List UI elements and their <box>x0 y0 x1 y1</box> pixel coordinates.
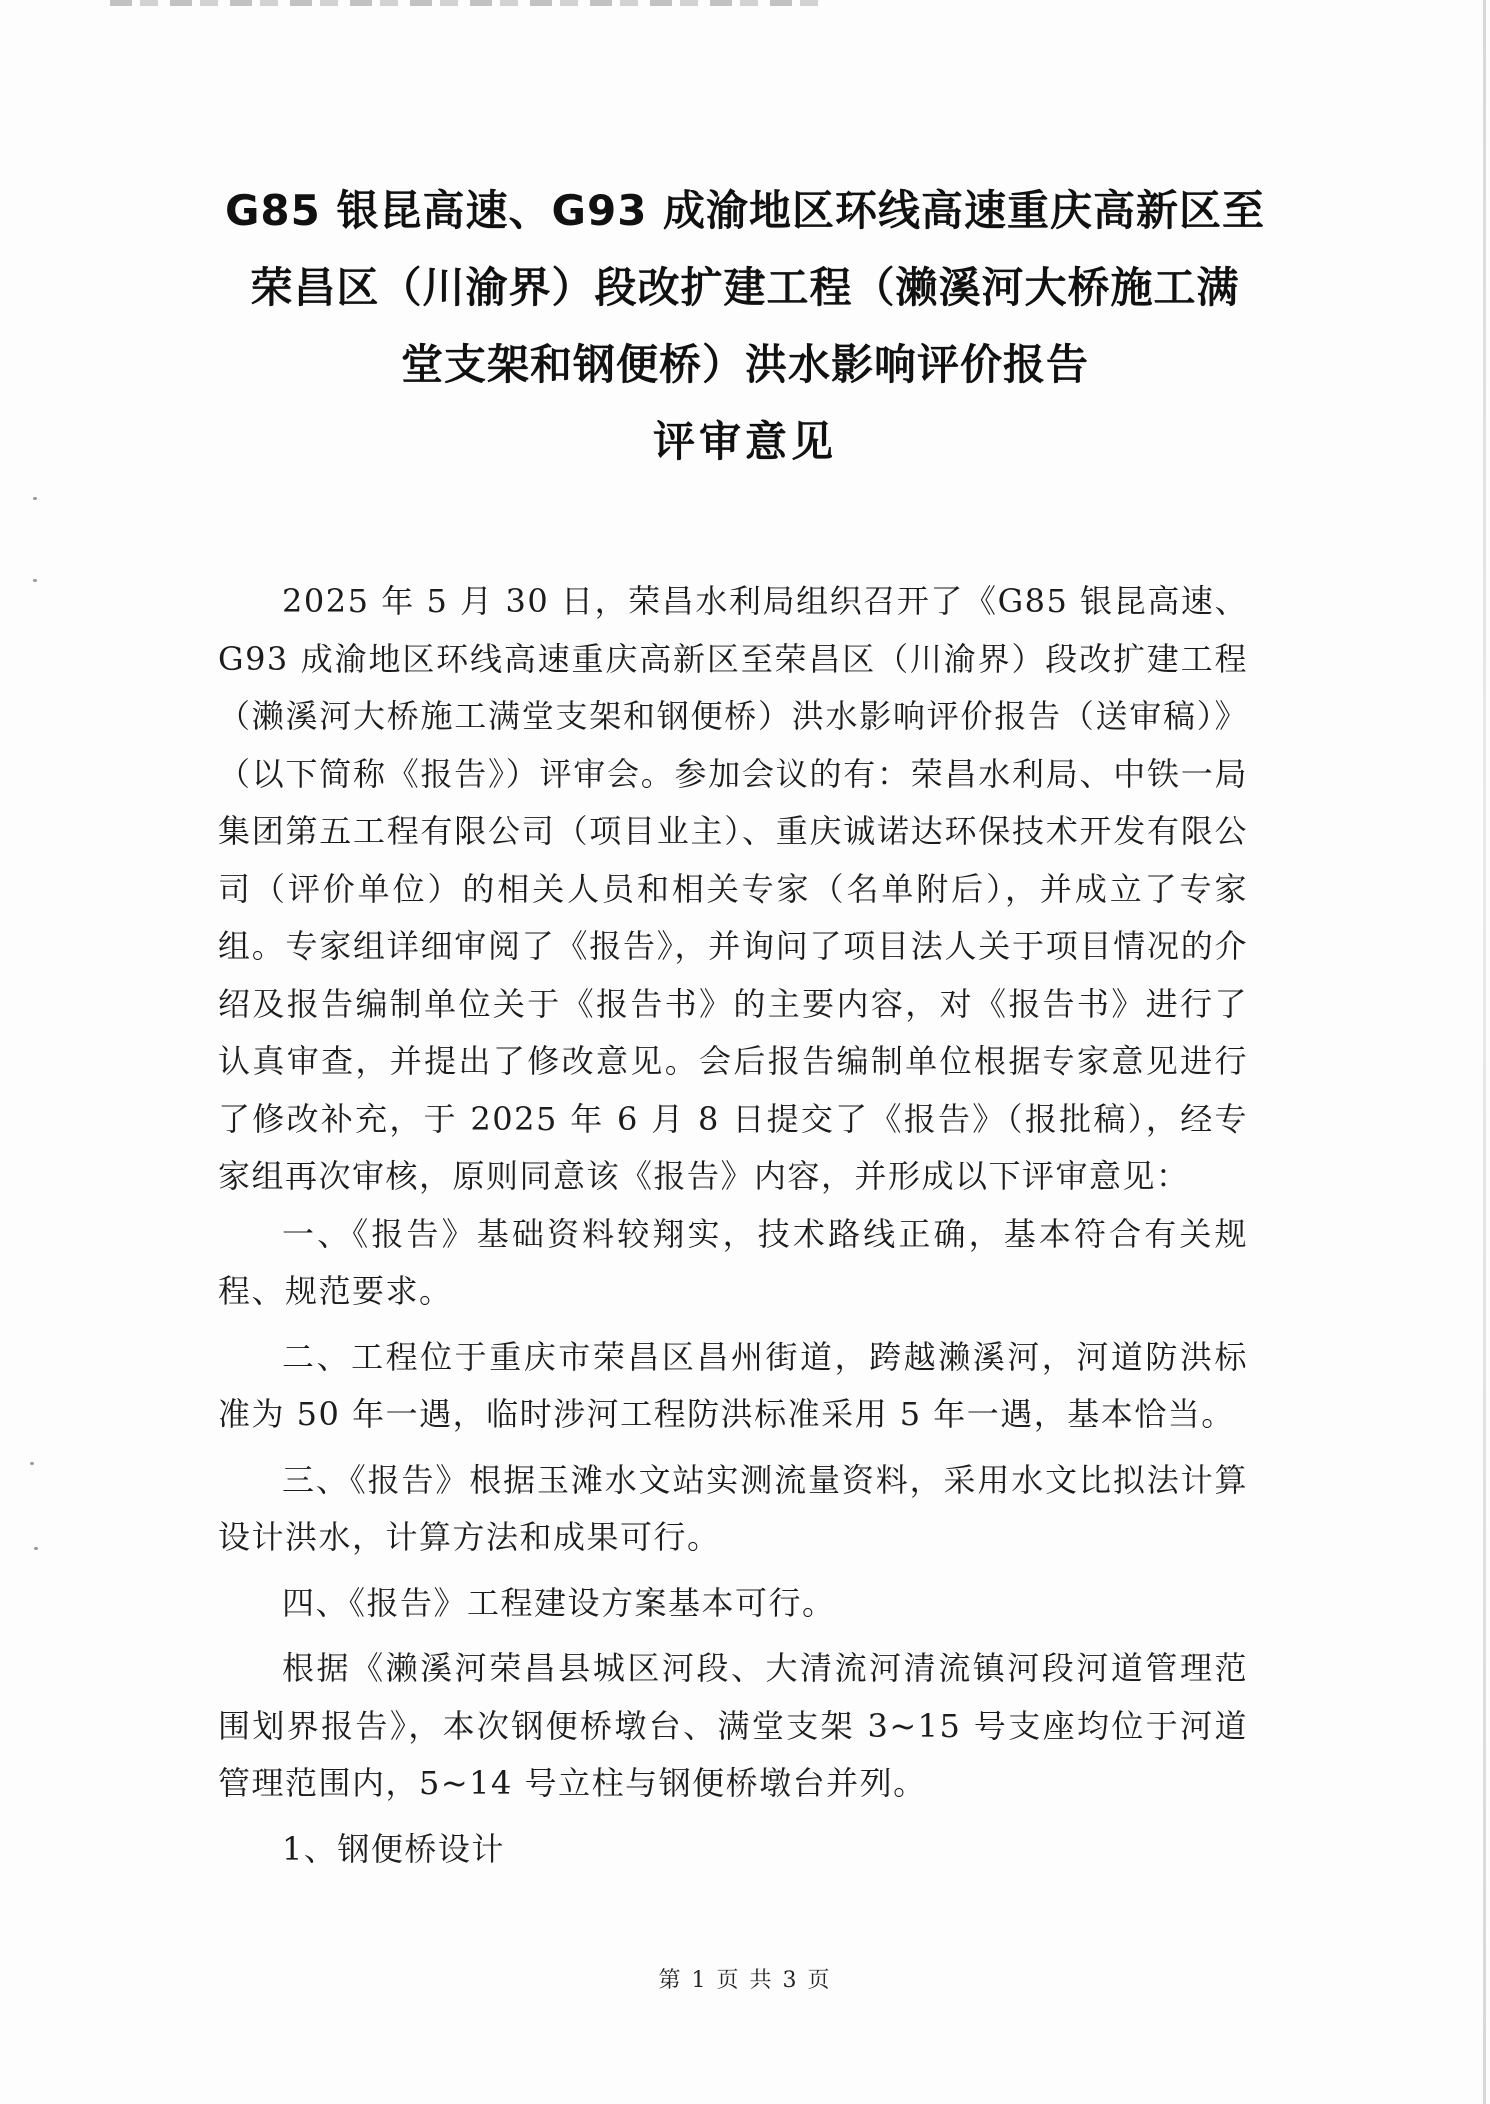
paragraph-opinion-2: 二、工程位于重庆市荣昌区昌州街道，跨越濑溪河，河道防洪标准为 50 年一遇，临时涉河工程防洪标准采用 5 年一遇，基本恰当。 <box>218 1337 1248 1433</box>
paragraph-opinion-3: 三、《报告》根据玉滩水文站实测流量资料，采用水文比拟法计算设计洪水，计算方法和成果可行。 <box>218 1460 1248 1556</box>
document-header <box>200 172 1290 480</box>
section-heading-bridge-design: 1、钢便桥设计 <box>282 1829 505 1868</box>
document-body <box>218 573 1248 1878</box>
scan-artifact-top <box>110 0 830 6</box>
document-title-line-2: 荣昌区（川渝界）段改扩建工程（濑溪河大桥施工满 <box>250 263 1240 312</box>
document-title-line-3: 堂支架和钢便桥）洪水影响评价报告 <box>400 340 1089 389</box>
scan-speck <box>34 1547 38 1550</box>
scan-speck <box>33 497 37 500</box>
document-subtitle: 评审意见 <box>652 417 837 466</box>
scan-speck <box>30 1462 34 1465</box>
page-number-footer: 第 1 页 共 3 页 <box>658 1968 832 1993</box>
scan-speck <box>33 579 37 582</box>
paragraph-opinion-1: 一、《报告》基础资料较翔实，技术路线正确，基本符合有关规程、规范要求。 <box>218 1214 1248 1310</box>
document-title-line-1: G85 银昆高速、G93 成渝地区环线高速重庆高新区至 <box>224 186 1266 235</box>
paragraph-opinion-4: 四、《报告》工程建设方案基本可行。 <box>282 1583 836 1622</box>
paragraph-intro: 2025 年 5 月 30 日，荣昌水利局组织召开了《G85 银昆高速、G93 成渝地区环线高速重庆高新区至荣昌区（川渝界）段改扩建工程（濑溪河大桥施工满堂支架和钢便桥）洪水影响评价报告（送审稿）》（以下简称《报告》）评审会。参加会议的有：荣昌水利局、中铁一局集团第五工程有限公司（项目业主）、重庆诚诺达环保技术开发有限公司（评价单位）的相关人员和相关专家（名单附后），并成立了专家组。专家组详细审阅了《报告》，并询问了项目法人关于项目情况的介绍及报告编制单位关于《报告书》的主要内容，对《报告书》进行了认真审查，并提出了修改意见。会后报告编制单位根据专家意见进行了修改补充，于 2025 年 6 月 8 日提交了《报告》（报批稿），经专家组再次审核，原则同意该《报告》内容，并形成以下评审意见： <box>218 582 1248 1195</box>
scan-artifact-right <box>1483 0 1486 2104</box>
paragraph-boundary-basis: 根据《濑溪河荣昌县城区河段、大清流河清流镇河段河道管理范围划界报告》，本次钢便桥墩台、满堂支架 3~15 号支座均位于河道管理范围内，5~14 号立柱与钢便桥墩台并列。 <box>218 1649 1248 1802</box>
